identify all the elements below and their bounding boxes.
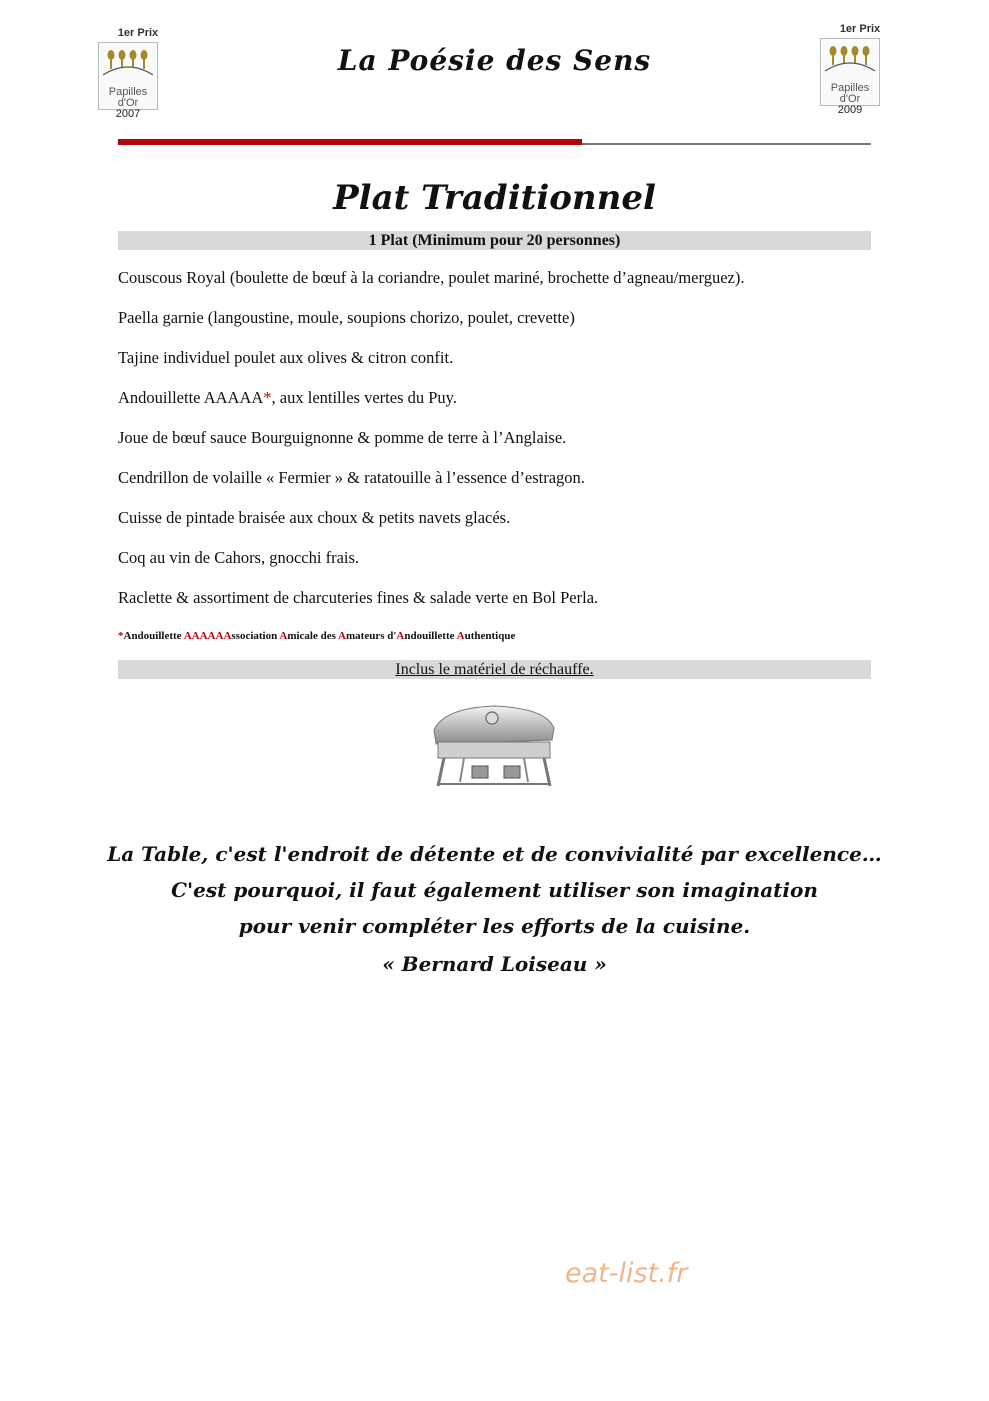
- footnote-word: uthentique: [464, 630, 516, 642]
- badge-prize-label: 1er Prix: [839, 23, 881, 35]
- footnote-initial: A: [338, 630, 346, 642]
- dish-item: Paella garnie (langoustine, moule, soupions chorizo, poulet, crevette): [118, 308, 575, 327]
- dish-list: [118, 268, 878, 628]
- badge-dor-label: d'Or: [839, 93, 861, 105]
- dish-item: Cendrillon de volaille « Fermier » & ratatouille à l’essence d’estragon.: [118, 468, 585, 487]
- menu-title: Plat Traditionnel: [333, 178, 656, 218]
- dish-item: Couscous Royal (boulette de bœuf à la coriandre, poulet mariné, brochette d’agneau/merguez).: [118, 268, 745, 287]
- badge-year: 2007: [115, 108, 141, 120]
- dish-item: [118, 388, 878, 428]
- quote-line: pour venir compléter les efforts de la cuisine.: [238, 914, 751, 938]
- footnote-word: ndouillette: [404, 630, 457, 642]
- dish-text-rest: , aux lentilles vertes du Puy.: [271, 388, 457, 407]
- footnote-marker: *: [263, 388, 272, 407]
- badge-papilles-label: Papilles: [108, 86, 148, 98]
- footnote-initial: A: [279, 630, 288, 642]
- menu-subtitle-band: 1 Plat (Minimum pour 20 personnes): [118, 231, 871, 250]
- footnote-marker: *: [118, 630, 124, 642]
- footnote-initial: A: [223, 630, 232, 642]
- dish-item: Tajine individuel poulet aux olives & citron confit.: [118, 348, 454, 367]
- footnote: [118, 630, 515, 642]
- included-equipment-band: Inclus le matériel de réchauffe.: [118, 660, 871, 679]
- footnote-acronym: AAAAA: [183, 630, 224, 642]
- badge-prize-label: 1er Prix: [117, 27, 159, 39]
- header-rule-red: [118, 139, 582, 145]
- quote-author: « Bernard Loiseau »: [382, 952, 607, 976]
- dish-item: Coq au vin de Cahors, gnocchi frais.: [118, 548, 360, 567]
- dish-item: Cuisse de pintade braisée aux choux & petits navets glacés.: [118, 508, 511, 527]
- badge-papilles-label: Papilles: [830, 82, 870, 94]
- chafing-dish-icon: [424, 700, 560, 797]
- badge-dor-label: d'Or: [117, 97, 139, 109]
- quote-line: La Table, c'est l'endroit de détente et de convivialité par excellence…: [107, 842, 882, 866]
- dish-item: Joue de bœuf sauce Bourguignonne & pomme de terre à l’Anglaise.: [118, 428, 567, 447]
- footnote-prefix: Andouillette: [123, 630, 184, 642]
- footnote-word: micale des: [287, 630, 339, 642]
- quote-line: C'est pourquoi, il faut également utiliser son imagination: [171, 878, 818, 902]
- watermark: eat-list.fr: [565, 1258, 688, 1289]
- footnote-word: ssociation: [231, 630, 280, 642]
- footnote-word: mateurs d': [346, 630, 397, 642]
- badge-year: 2009: [837, 104, 863, 116]
- footnote-initial: A: [456, 630, 465, 642]
- dish-text: Andouillette AAAAA: [118, 388, 264, 407]
- header-rule-gray: [582, 143, 871, 145]
- site-title: La Poésie des Sens: [337, 44, 652, 77]
- dish-item: Raclette & assortiment de charcuteries fines & salade verte en Bol Perla.: [118, 588, 599, 607]
- footnote-initial: A: [396, 630, 405, 642]
